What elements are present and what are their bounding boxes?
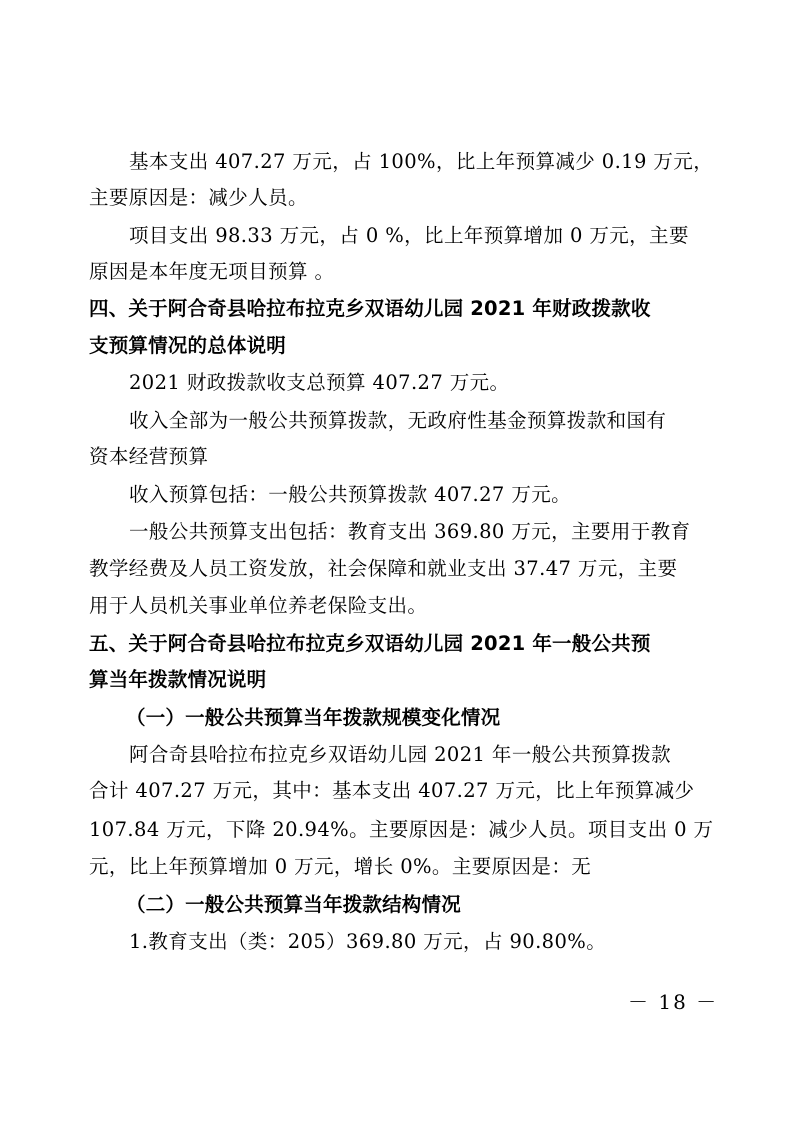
paragraph-line: 项目支出 98.33 万元，占 0 %，比上年预算增加 0 万元，主要: [129, 224, 689, 247]
section-heading: 支预算情况的总体说明: [89, 334, 287, 357]
subsection-heading: （二）一般公共预算当年拨款结构情况: [126, 893, 461, 916]
paragraph-line: 合计 407.27 万元，其中：基本支出 407.27 万元，比上年预算减少: [89, 779, 695, 802]
paragraph-line: 收入全部为一般公共预算拨款，无政府性基金预算拨款和国有: [129, 409, 667, 432]
subsection-heading: （一）一般公共预算当年拨款规模变化情况: [126, 706, 501, 729]
paragraph-line: 基本支出 407.27 万元，占 100%，比上年预算减少 0.19 万元，: [129, 150, 714, 173]
paragraph-line: 收入预算包括：一般公共预算拨款 407.27 万元。: [129, 483, 572, 506]
section-heading: 算当年拨款情况说明: [89, 668, 267, 691]
paragraph-line: 主要原因是：减少人员。: [89, 186, 308, 209]
section-heading: 四、关于阿合奇县哈拉布拉克乡双语幼儿园 2021 年财政拨款收: [89, 297, 651, 320]
paragraph-line: 阿合奇县哈拉布拉克乡双语幼儿园 2021 年一般公共预算拨款: [129, 743, 672, 766]
paragraph-line: 一般公共预算支出包括：教育支出 369.80 万元，主要用于教育: [129, 520, 691, 543]
paragraph-line: 元，比上年预算增加 0 万元，增长 0%。主要原因是：无: [89, 855, 592, 878]
paragraph-line: 资本经营预算: [89, 445, 209, 468]
page-number: － 18 －: [628, 990, 719, 1014]
paragraph-line: 教学经费及人员工资发放，社会保障和就业支出 37.47 万元，主要: [89, 557, 678, 580]
paragraph-line: 1.教育支出（类：205）369.80 万元，占 90.80%。: [129, 930, 607, 953]
section-heading: 五、关于阿合奇县哈拉布拉克乡双语幼儿园 2021 年一般公共预: [89, 632, 651, 655]
paragraph-line: 用于人员机关事业单位养老保险支出。: [89, 594, 428, 617]
paragraph-line: 107.84 万元，下降 20.94%。主要原因是：减少人员。项目支出 0 万: [89, 818, 714, 841]
paragraph-line: 2021 财政拨款收支总预算 407.27 万元。: [129, 371, 510, 394]
paragraph-line: 原因是本年度无项目预算 。: [89, 260, 335, 283]
